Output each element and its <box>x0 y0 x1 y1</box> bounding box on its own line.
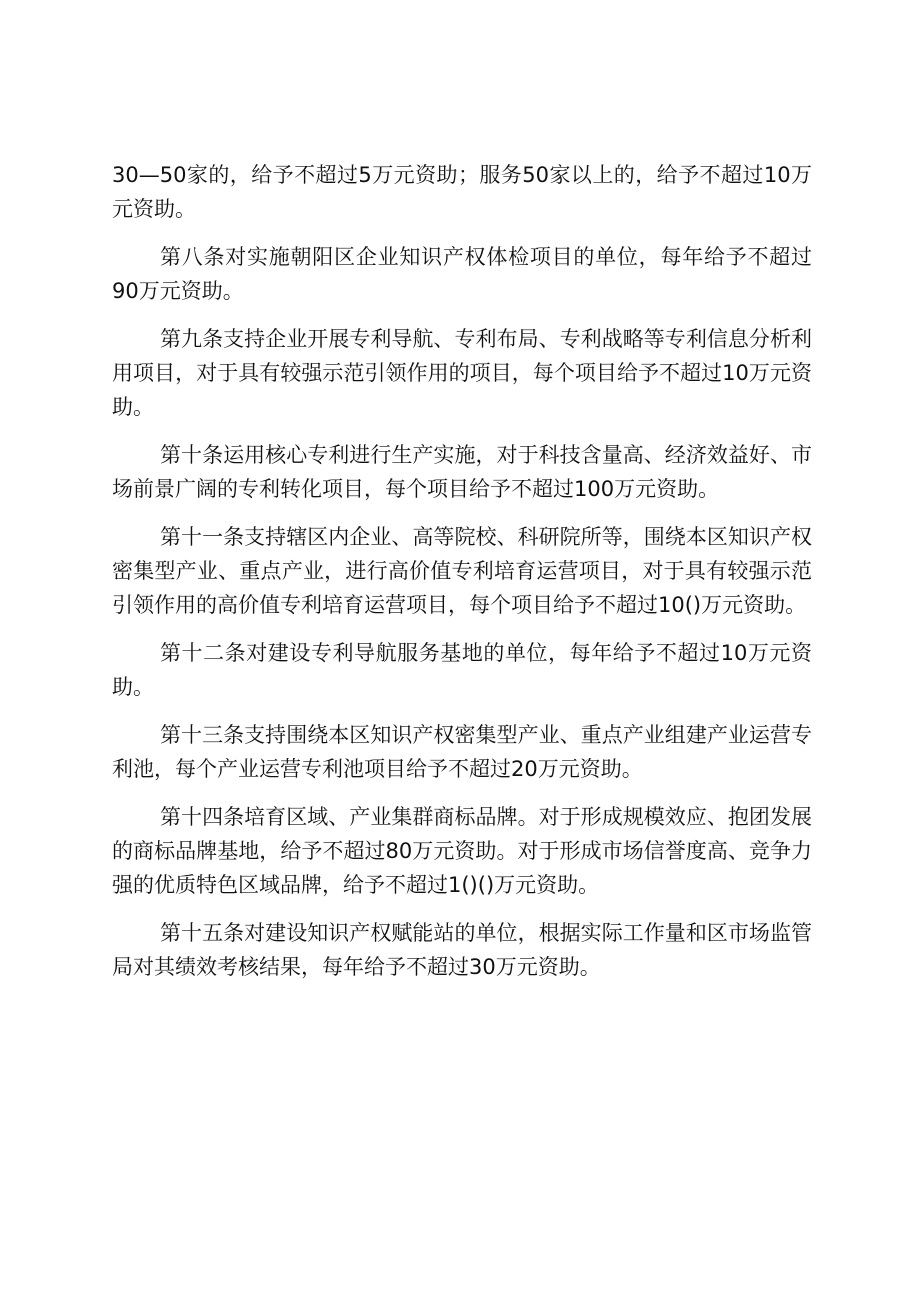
article-9: 第九条支持企业开展专利导航、专利布局、专利战略等专利信息分析利用项目，对于具有较强示范引领作用的项目，每个项目给予不超过10万元资助。 <box>112 327 812 419</box>
paragraph-continued: 30—50家的，给予不超过5万元资助；服务50家以上的，给予不超过10万元资助。 <box>112 163 812 221</box>
article-12: 第十二条对建设专利导航服务基地的单位，每年给予不超过10万元资助。 <box>112 641 812 699</box>
article-15: 第十五条对建设知识产权赋能站的单位，根据实际工作量和区市场监管局对其绩效考核结果，每年给予不超过30万元资助。 <box>112 921 812 979</box>
article-14: 第十四条培育区域、产业集群商标品牌。对于形成规模效应、抱团发展的商标品牌基地，给予不超过80万元资助。对于形成市场信誉度高、竞争力强的优质特色区域品牌，给予不超过1()()万元资助。 <box>112 805 812 897</box>
article-11: 第十一条支持辖区内企业、高等院校、科研院所等，围绕本区知识产权密集型产业、重点产业，进行高价值专利培育运营项目，对于具有较强示范引领作用的高价值专利培育运营项目，每个项目给予不超过10()万元资助。 <box>112 525 812 617</box>
document-body <box>112 158 812 984</box>
article-13: 第十三条支持围绕本区知识产权密集型产业、重点产业组建产业运营专利池，每个产业运营专利池项目给予不超过20万元资助。 <box>112 723 812 781</box>
article-10: 第十条运用核心专利进行生产实施，对于科技含量高、经济效益好、市场前景广阔的专利转化项目，每个项目给予不超过100万元资助。 <box>112 443 812 501</box>
article-8: 第八条对实施朝阳区企业知识产权体检项目的单位，每年给予不超过90万元资助。 <box>112 245 812 303</box>
